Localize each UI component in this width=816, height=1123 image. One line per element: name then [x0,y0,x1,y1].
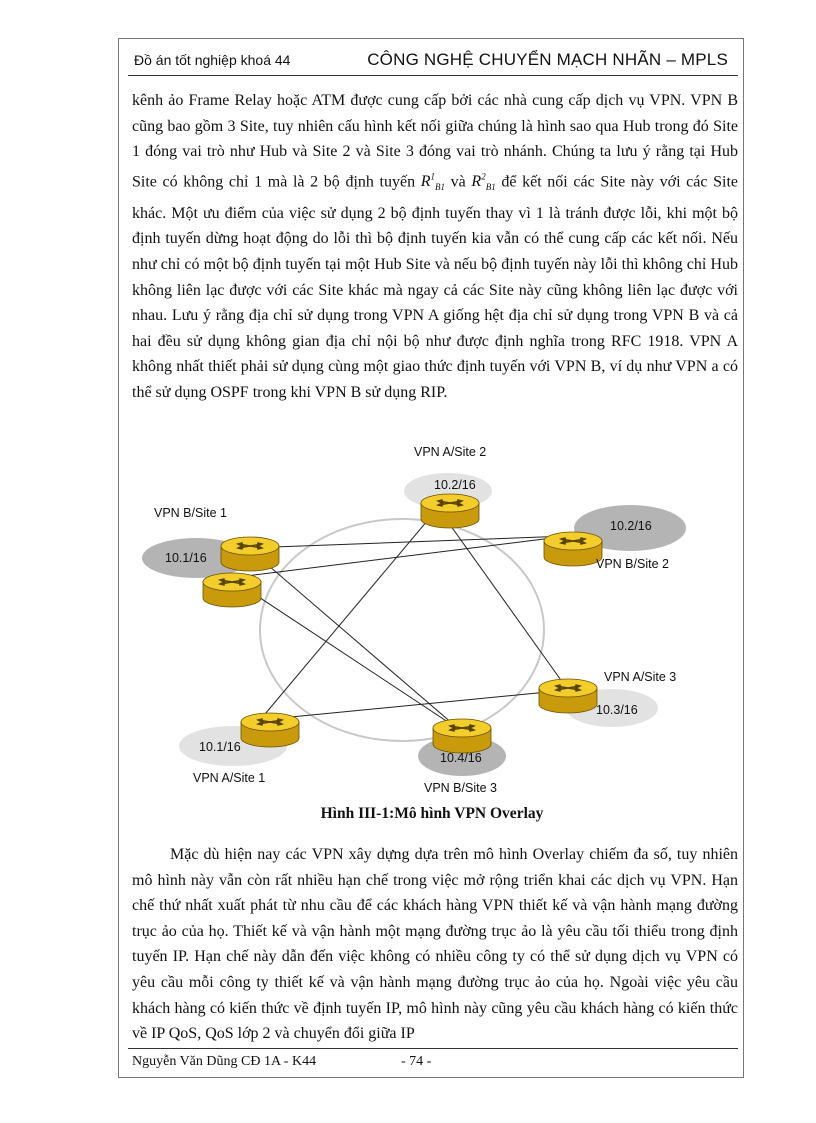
label-vpn-a-site1: VPN A/Site 1 [193,771,266,785]
header-right-title: CÔNG NGHỆ CHUYỂN MẠCH NHÃN – MPLS [367,50,728,69]
router-a-site3 [539,679,597,713]
paragraph-1-part-2: để kết nối các Site này với các Site khác. Một ưu điểm của việc sử dụng 2 bộ định tuyến thay vì 1 là tránh được lỗi, khi một bộ định tuyến dừng hoạt động do lỗi thì bộ định tuyến kia vẫn có thể cung cấp các kết nối. Nếu như chỉ có một bộ định tuyến tại một Hub Site và nếu bộ định tuyến này lỗi thì không chỉ Hub không liên lạc được với các Site khác mà ngay cả các Site này cũng không liên lạc được với nhau. Lưu ý rằng địa chỉ sử dụng trong VPN A giống hệt địa chỉ sử dụng trong VPN B và cả hai đều sử dụng không gian địa chỉ nội bộ như được định nghĩa trong RFC 1918. VPN A không nhất thiết phải sử dụng cùng một giao thức định tuyến với VPN B, ví dụ như VPN a có thể sử dụng OSPF trong khi VPN B sử dụng RIP. [132,173,739,402]
router-b-site3 [433,719,491,753]
label-vpn-a-site3: VPN A/Site 3 [604,670,677,684]
footer-author: Nguyễn Văn Dũng CĐ 1A - K44 [132,1054,317,1069]
router-a-site2 [421,494,479,528]
page-number: - 74 - [401,1054,432,1069]
label-vpn-b-site3: VPN B/Site 3 [424,781,497,795]
header-rule [128,75,738,76]
router-symbol-2: $R^2_{B1}$ [471,171,496,193]
footer-rule [128,1048,738,1049]
page-header [128,50,736,78]
paragraph-2: Mặc dù hiện nay các VPN xây dựng dựa trên mô hình Overlay chiếm đa số, tuy nhiên mô hình này vẫn còn rất nhiều hạn chế trong việc mở rộng triển khai các dịch vụ VPN. Hạn chế thứ nhất xuất phát từ nhu cầu để các khách hàng VPN thiết kế và vận hành mạng đường trục ảo của họ. Thiết kế và vận hành một mạng đường trục ảo là yêu cầu tối thiểu trong định tuyến IP. Hạn chế này dẫn đến việc không có nhiều công ty có thể sử dụng dịch vụ VPN có yêu cầu mỗi công ty thiết kế và vận hành mạng đường trục ảo của họ. Ngoài việc yêu cầu khách hàng có kiến thức về định tuyến IP, mô hình này cũng yêu cầu khách hàng có kiến thức về IP QoS, QoS lớp 2 và chuyển đổi giữa IP [132,846,738,1043]
label-vpn-b-site2: VPN B/Site 2 [596,557,669,571]
router-b-site1-r1 [221,537,279,571]
prefix-b-site3: 10.4/16 [440,751,482,765]
paragraph-1 [132,88,738,406]
prefix-a-site1: 10.1/16 [199,740,241,754]
prefix-a-site3: 10.3/16 [596,703,638,717]
router-a-site1 [241,713,299,747]
header-left-text: Đồ án tốt nghiệp khoá 44 [134,52,291,68]
router-b-site1-r2 [203,573,261,607]
router-b-site2 [544,532,602,566]
and-word: và [445,173,472,191]
label-vpn-b-site1: VPN B/Site 1 [154,506,227,520]
paragraph-1-part-1: kênh ảo Frame Relay hoặc ATM được cung cấp bởi các nhà cung cấp dịch vụ VPN. VPN B cũng bao gồm 3 Site, tuy nhiên cấu hình kết nối giữa chúng là hình sao qua Hub trong đó Site 1 đóng vai trò như Hub và Site 2 và Site 3 đóng vai trò nhánh. Chúng ta lưu ý rằng tại Hub Site có không chỉ 1 mà là 2 bộ định tuyến [132,92,738,191]
prefix-b-site1: 10.1/16 [165,551,207,565]
prefix-b-site2: 10.2/16 [610,519,652,533]
router-symbol-1: $R^1_{B1}$ [420,171,446,193]
prefix-a-site2: 10.2/16 [434,478,476,492]
vpn-overlay-diagram [130,438,730,798]
label-vpn-a-site2: VPN A/Site 2 [414,445,487,459]
provider-network-ring [260,519,544,741]
figure-caption: Hình III-1:Mô hình VPN Overlay [320,805,544,822]
